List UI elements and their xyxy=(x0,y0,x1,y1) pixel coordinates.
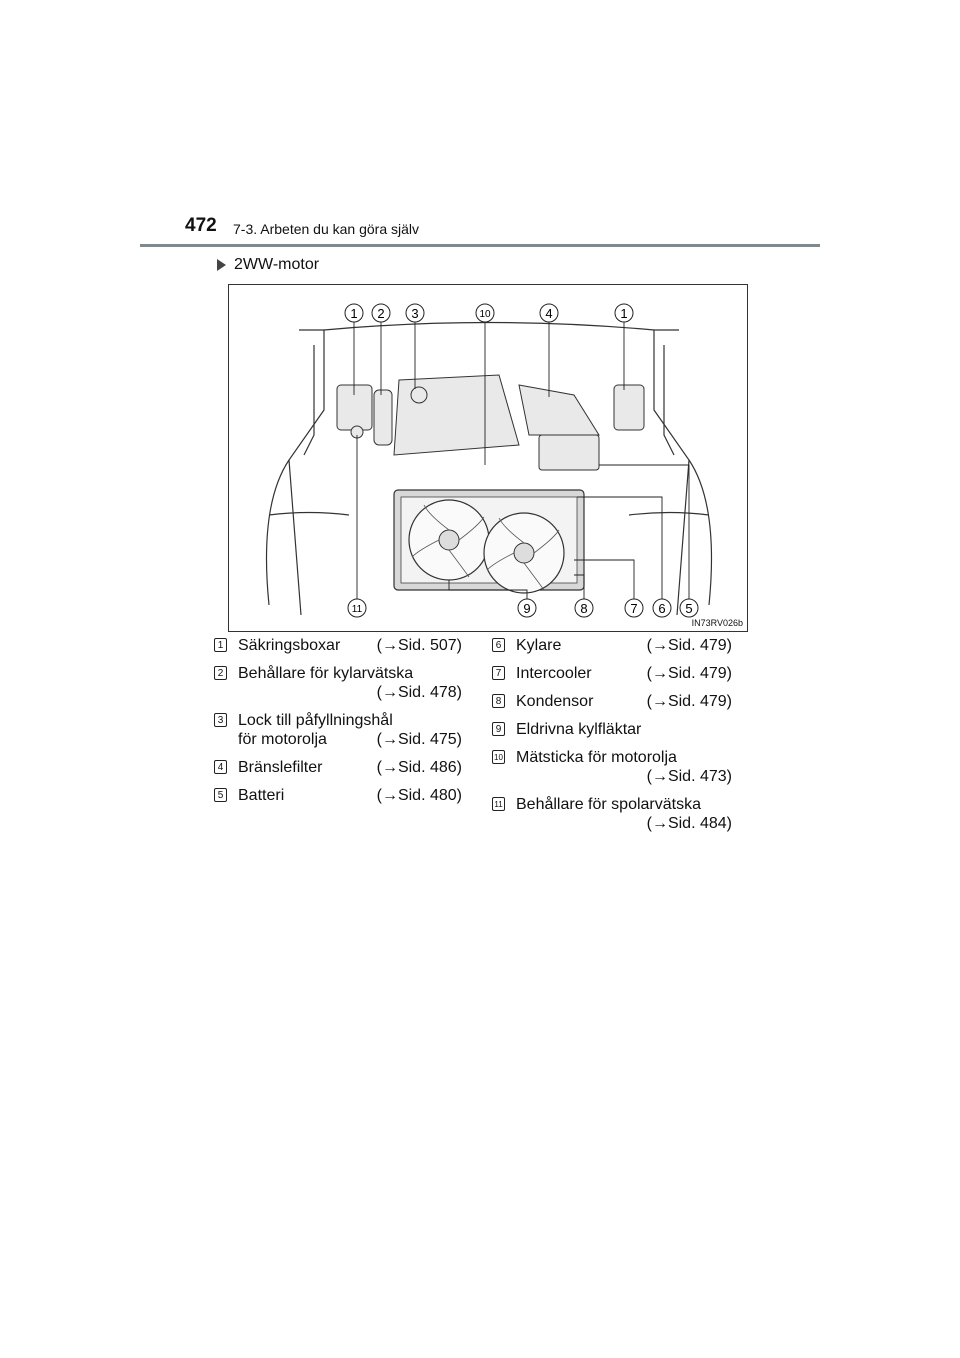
legend-label: Behållare för spolarvätska xyxy=(516,796,701,813)
legend-number: 3 xyxy=(214,713,227,727)
legend-number: 7 xyxy=(492,666,505,680)
svg-text:8: 8 xyxy=(580,601,588,616)
battery xyxy=(539,435,599,470)
legend-page-ref: (→Sid. 507) xyxy=(376,637,462,654)
legend-label: Lock till påfyllningshål xyxy=(238,712,393,729)
legend-number: 8 xyxy=(492,694,505,708)
legend-page-ref: (→Sid. 479) xyxy=(646,637,732,654)
air-intake xyxy=(519,385,599,435)
svg-text:1: 1 xyxy=(620,306,628,321)
legend-label: Säkringsboxar xyxy=(238,637,341,654)
coolant-reservoir xyxy=(374,390,392,445)
callout-7 xyxy=(625,599,643,617)
legend-item-3 xyxy=(214,711,462,749)
legend-label: Bränslefilter xyxy=(238,759,323,776)
legend-page-ref: (→Sid. 479) xyxy=(646,693,732,710)
legend-item-1 xyxy=(214,636,462,655)
legend-label: Batteri xyxy=(238,787,285,804)
callout-1-top xyxy=(345,304,363,322)
fuse-box-right xyxy=(614,385,644,430)
legend-item-10 xyxy=(492,748,732,786)
legend-page-ref: (→Sid. 480) xyxy=(376,787,462,804)
callout-3 xyxy=(406,304,424,322)
radiator-assembly xyxy=(394,490,584,593)
legend-page-ref: (→Sid. 484) xyxy=(646,815,732,832)
legend-label: Mätsticka för motorolja xyxy=(516,749,677,766)
svg-text:5: 5 xyxy=(685,601,693,616)
legend-page-ref: (→Sid. 475) xyxy=(376,731,462,748)
header-divider xyxy=(140,244,820,247)
legend-number: 11 xyxy=(492,797,505,811)
callout-1-top-right xyxy=(615,304,633,322)
engine-bay-figure xyxy=(228,284,748,632)
fuse-box-left xyxy=(337,385,372,430)
callout-11 xyxy=(348,599,366,617)
legend-right xyxy=(492,636,732,842)
svg-text:4: 4 xyxy=(545,306,553,321)
legend-page-ref: (→Sid. 479) xyxy=(646,665,732,682)
legend-label: Kondensor xyxy=(516,693,594,710)
legend-item-11 xyxy=(492,795,732,833)
legend-number: 6 xyxy=(492,638,505,652)
svg-text:2: 2 xyxy=(377,306,385,321)
svg-text:3: 3 xyxy=(411,306,419,321)
svg-text:6: 6 xyxy=(658,601,666,616)
section-title: 7-3. Arbeten du kan göra själv xyxy=(233,221,420,237)
svg-text:10: 10 xyxy=(479,309,491,320)
callout-5 xyxy=(680,599,698,617)
callouts-bottom xyxy=(348,599,698,617)
engine-components xyxy=(337,375,644,470)
callouts-top xyxy=(345,304,633,322)
legend-item-8 xyxy=(492,692,732,711)
legend-label: Behållare för kylarvätska xyxy=(238,665,414,682)
legend-number: 2 xyxy=(214,666,227,680)
svg-text:7: 7 xyxy=(630,601,638,616)
page-number: 472 xyxy=(185,215,217,236)
engine-cover xyxy=(394,375,519,455)
legend-label: Eldrivna kylfläktar xyxy=(516,721,642,738)
subheading xyxy=(217,256,319,274)
callout-6 xyxy=(653,599,671,617)
legend-item-7 xyxy=(492,664,732,683)
callout-10 xyxy=(476,304,494,322)
subheading-text: 2WW-motor xyxy=(234,256,320,273)
legend-item-6 xyxy=(492,636,732,655)
legend-number: 5 xyxy=(214,788,227,802)
callout-8 xyxy=(575,599,593,617)
legend-item-5 xyxy=(214,786,462,805)
legend-page-ref: (→Sid. 486) xyxy=(376,759,462,776)
oil-filler-cap xyxy=(411,387,427,403)
svg-text:11: 11 xyxy=(351,604,363,615)
legend-label: Kylare xyxy=(516,637,562,654)
legend-number: 9 xyxy=(492,722,505,736)
callout-2 xyxy=(372,304,390,322)
triangle-bullet-icon xyxy=(217,259,226,271)
legend-label-continued: för motorolja xyxy=(238,731,327,748)
legend-left xyxy=(214,636,462,814)
figure-code: IN73RV026b xyxy=(691,618,743,628)
legend-number: 10 xyxy=(492,750,505,764)
callout-4 xyxy=(540,304,558,322)
legend-label: Intercooler xyxy=(516,665,592,682)
legend-item-9 xyxy=(492,720,732,739)
legend-page-ref: (→Sid. 478) xyxy=(376,684,462,701)
svg-text:1: 1 xyxy=(350,306,358,321)
callout-9 xyxy=(518,599,536,617)
engine-bay-illustration xyxy=(229,285,749,633)
legend-page-ref: (→Sid. 473) xyxy=(646,768,732,785)
legend-item-4 xyxy=(214,758,462,777)
legend-number: 4 xyxy=(214,760,227,774)
legend-item-2 xyxy=(214,664,462,702)
svg-text:9: 9 xyxy=(523,601,531,616)
legend-number: 1 xyxy=(214,638,227,652)
